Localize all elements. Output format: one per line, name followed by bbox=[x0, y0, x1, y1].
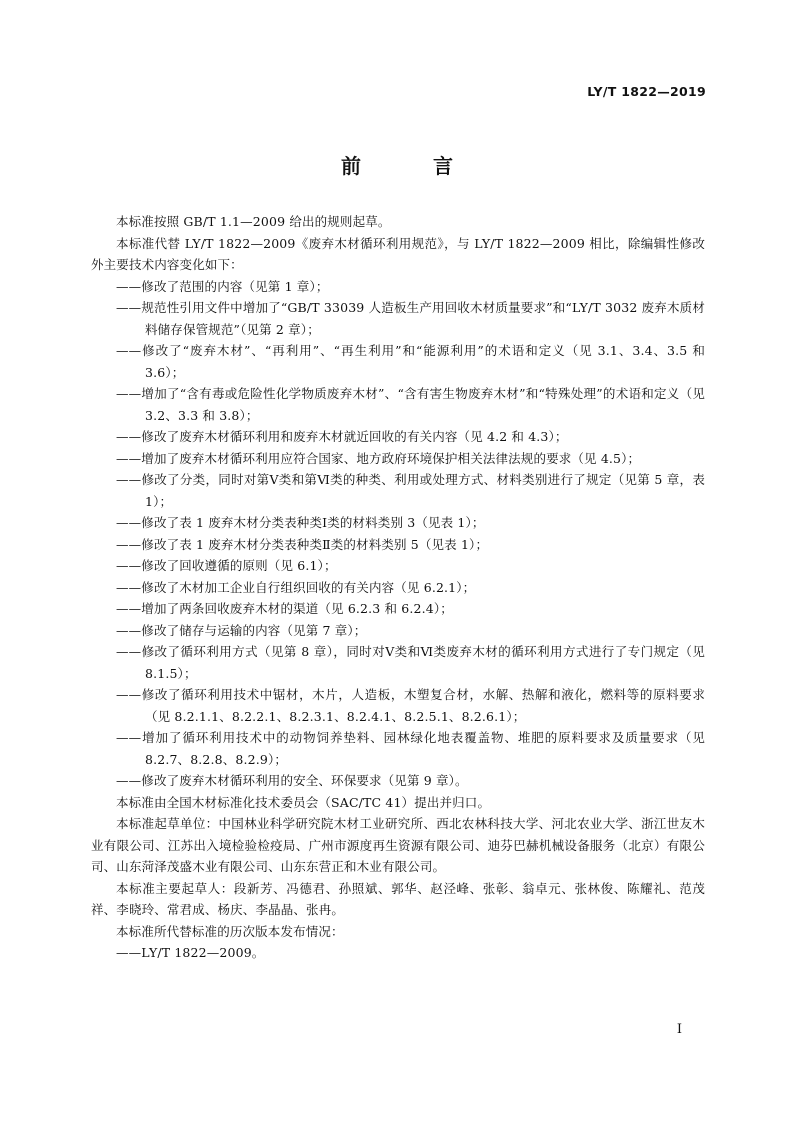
change-item: ——增加了两条回收废弃木材的渠道（见 6.2.3 和 6.2.4）； bbox=[116, 601, 453, 616]
paragraph: 本标准起草单位：中国林业科学研究院木材工业研究所、西北农林科技大学、河北农业大学、浙江世友木业有限公司、江苏出入境检验检疫局、广州市源度再生资源有限公司、迪芬巴赫机械设备服务（北京）有限公司、山东菏泽茂盛木业有限公司、山东东营正和木业有限公司。 bbox=[91, 816, 705, 874]
change-item: ——修改了回收遵循的原则（见 6.1）； bbox=[116, 558, 337, 573]
paragraph: 本标准所代替标准的历次版本发布情况： bbox=[116, 923, 344, 939]
paragraph: 本标准主要起草人：段新芳、冯德君、孙照斌、郭华、赵泾峰、张彰、翁卓元、张林俊、陈耀礼、范茂祥、李晓玲、常君成、杨庆、李晶晶、张冉。 bbox=[91, 880, 705, 917]
history-item: ——LY/T 1822—2009。 bbox=[116, 945, 265, 960]
foreword-body bbox=[91, 211, 705, 964]
paragraph: 本标准由全国木材标准化技术委员会（SAC/TC 41）提出并归口。 bbox=[116, 794, 491, 810]
page-number: Ⅰ bbox=[676, 1022, 682, 1037]
paragraph: 本标准按照 GB/T 1.1—2009 给出的规则起草。 bbox=[116, 214, 391, 229]
change-item: ——修改了废弃木材循环利用的安全、环保要求（见第 9 章）。 bbox=[116, 773, 468, 788]
change-item: ——修改了表 1 废弃木材分类表种类Ⅰ类的材料类别 3（见表 1）； bbox=[116, 515, 485, 530]
change-item: ——修改了储存与运输的内容（见第 7 章）； bbox=[116, 622, 367, 638]
paragraph: 本标准代替 LY/T 1822—2009《废弃木材循环利用规范》，与 LY/T 1822—2009 相比，除编辑性修改外主要技术内容变化如下： bbox=[91, 235, 705, 272]
change-item: ——修改了循环利用技术中锯材，木片，人造板，木塑复合材，水解、热解和液化，燃料等的原料要求（见 8.2.1.1、8.2.2.1、8.2.3.1、8.2.4.1、8.2.5.1、8.2.6.1）； bbox=[116, 687, 705, 724]
change-item: ——修改了木材加工企业自行组织回收的有关内容（见 6.2.1）； bbox=[116, 579, 476, 595]
change-item: ——增加了废弃木材循环利用应符合国家、地方政府环境保护相关法律法规的要求（见 4.5）； bbox=[116, 450, 641, 466]
change-item: ——修改了废弃木材循环利用和废弃木材就近回收的有关内容（见 4.2 和 4.3）； bbox=[116, 429, 568, 444]
change-item: ——增加了循环利用技术中的动物饲养垫料、园林绿化地表覆盖物、堆肥的原料要求及质量要求（见 8.2.7、8.2.8、8.2.9）； bbox=[116, 730, 705, 767]
change-item: ——增加了“含有毒或危险性化学物质废弃木材”、“含有害生物废弃木材”和“特殊处理”的术语和定义（见 3.2、3.3 和 3.8）； bbox=[116, 386, 705, 423]
change-item: ——修改了分类，同时对第Ⅴ类和第Ⅵ类的种类、利用或处理方式、材料类别进行了规定（见第 5 章，表 1）； bbox=[116, 472, 705, 509]
standard-code: LY/T 1822—2019 bbox=[587, 84, 706, 99]
change-item: ——修改了表 1 废弃木材分类表种类Ⅱ类的材料类别 5（见表 1）； bbox=[116, 536, 489, 552]
page-title: 前 言 bbox=[341, 154, 479, 178]
change-item: ——规范性引用文件中增加了“GB/T 33039 人造板生产用回收木材质量要求”和“LY/T 3032 废弃木质材料储存保管规范”（见第 2 章）； bbox=[116, 300, 705, 337]
change-item: ——修改了“废弃木材”、“再利用”、“再生利用”和“能源利用”的术语和定义（见 3.1、3.4、3.5 和 3.6）； bbox=[116, 343, 705, 380]
change-item: ——修改了范围的内容（见第 1 章）； bbox=[116, 278, 329, 294]
change-item: ——修改了循环利用方式（见第 8 章），同时对Ⅴ类和Ⅵ类废弃木材的循环利用方式进行了专门规定（见 8.1.5）； bbox=[116, 644, 705, 681]
